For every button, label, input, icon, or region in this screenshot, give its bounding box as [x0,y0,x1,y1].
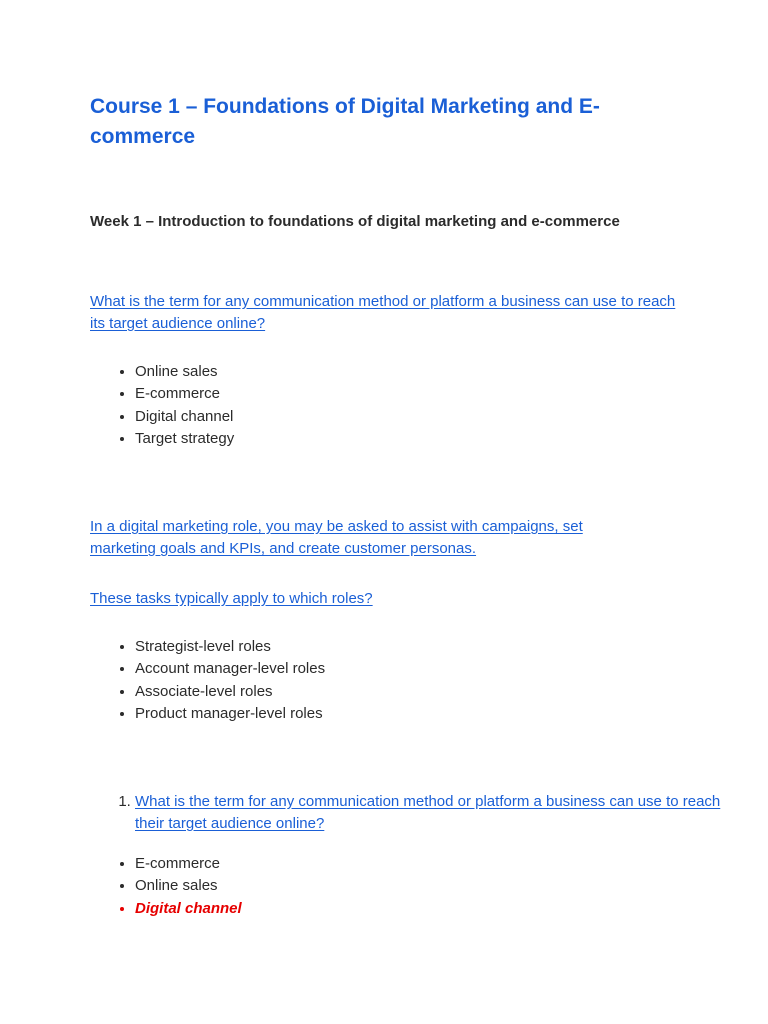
option-item: • Associate-level roles [135,681,325,703]
option-item: • E-commerce [135,853,242,875]
option-item: • Target strategy [135,428,234,450]
option-item: • Product manager-level roles [135,703,325,725]
correct-answer: • Digital channel [135,898,242,920]
option-item: • Online sales [135,875,242,897]
answered-question-item [135,791,735,835]
question-1-options [90,361,234,450]
answered-question-link[interactable]: What is the term for any communication method or platform a business can use to reach their target audience online? [135,793,721,832]
option-item: • Strategist-level roles [135,636,325,658]
option-item: • E-commerce [135,383,234,405]
answered-question-list [90,791,735,835]
question-2-prompt-link[interactable]: These tasks typically apply to which roles? [90,590,373,607]
question-2-link[interactable]: In a digital marketing role, you may be asked to assist with campaigns, set marketing goals and KPIs, and create customer personas. [90,518,583,557]
option-item: • Online sales [135,361,234,383]
week-heading: Week 1 – Introduction to foundations of digital marketing and e-commerce [90,213,620,230]
question-2-options [90,636,325,725]
option-item: • Digital channel [135,406,234,428]
answered-question-options [90,853,242,920]
question-1-link[interactable]: What is the term for any communication method or platform a business can use to reach its target audience online? [90,293,676,332]
option-item: • Account manager-level roles [135,658,325,680]
course-title: Course 1 – Foundations of Digital Marketing and E-commerce [90,95,600,148]
